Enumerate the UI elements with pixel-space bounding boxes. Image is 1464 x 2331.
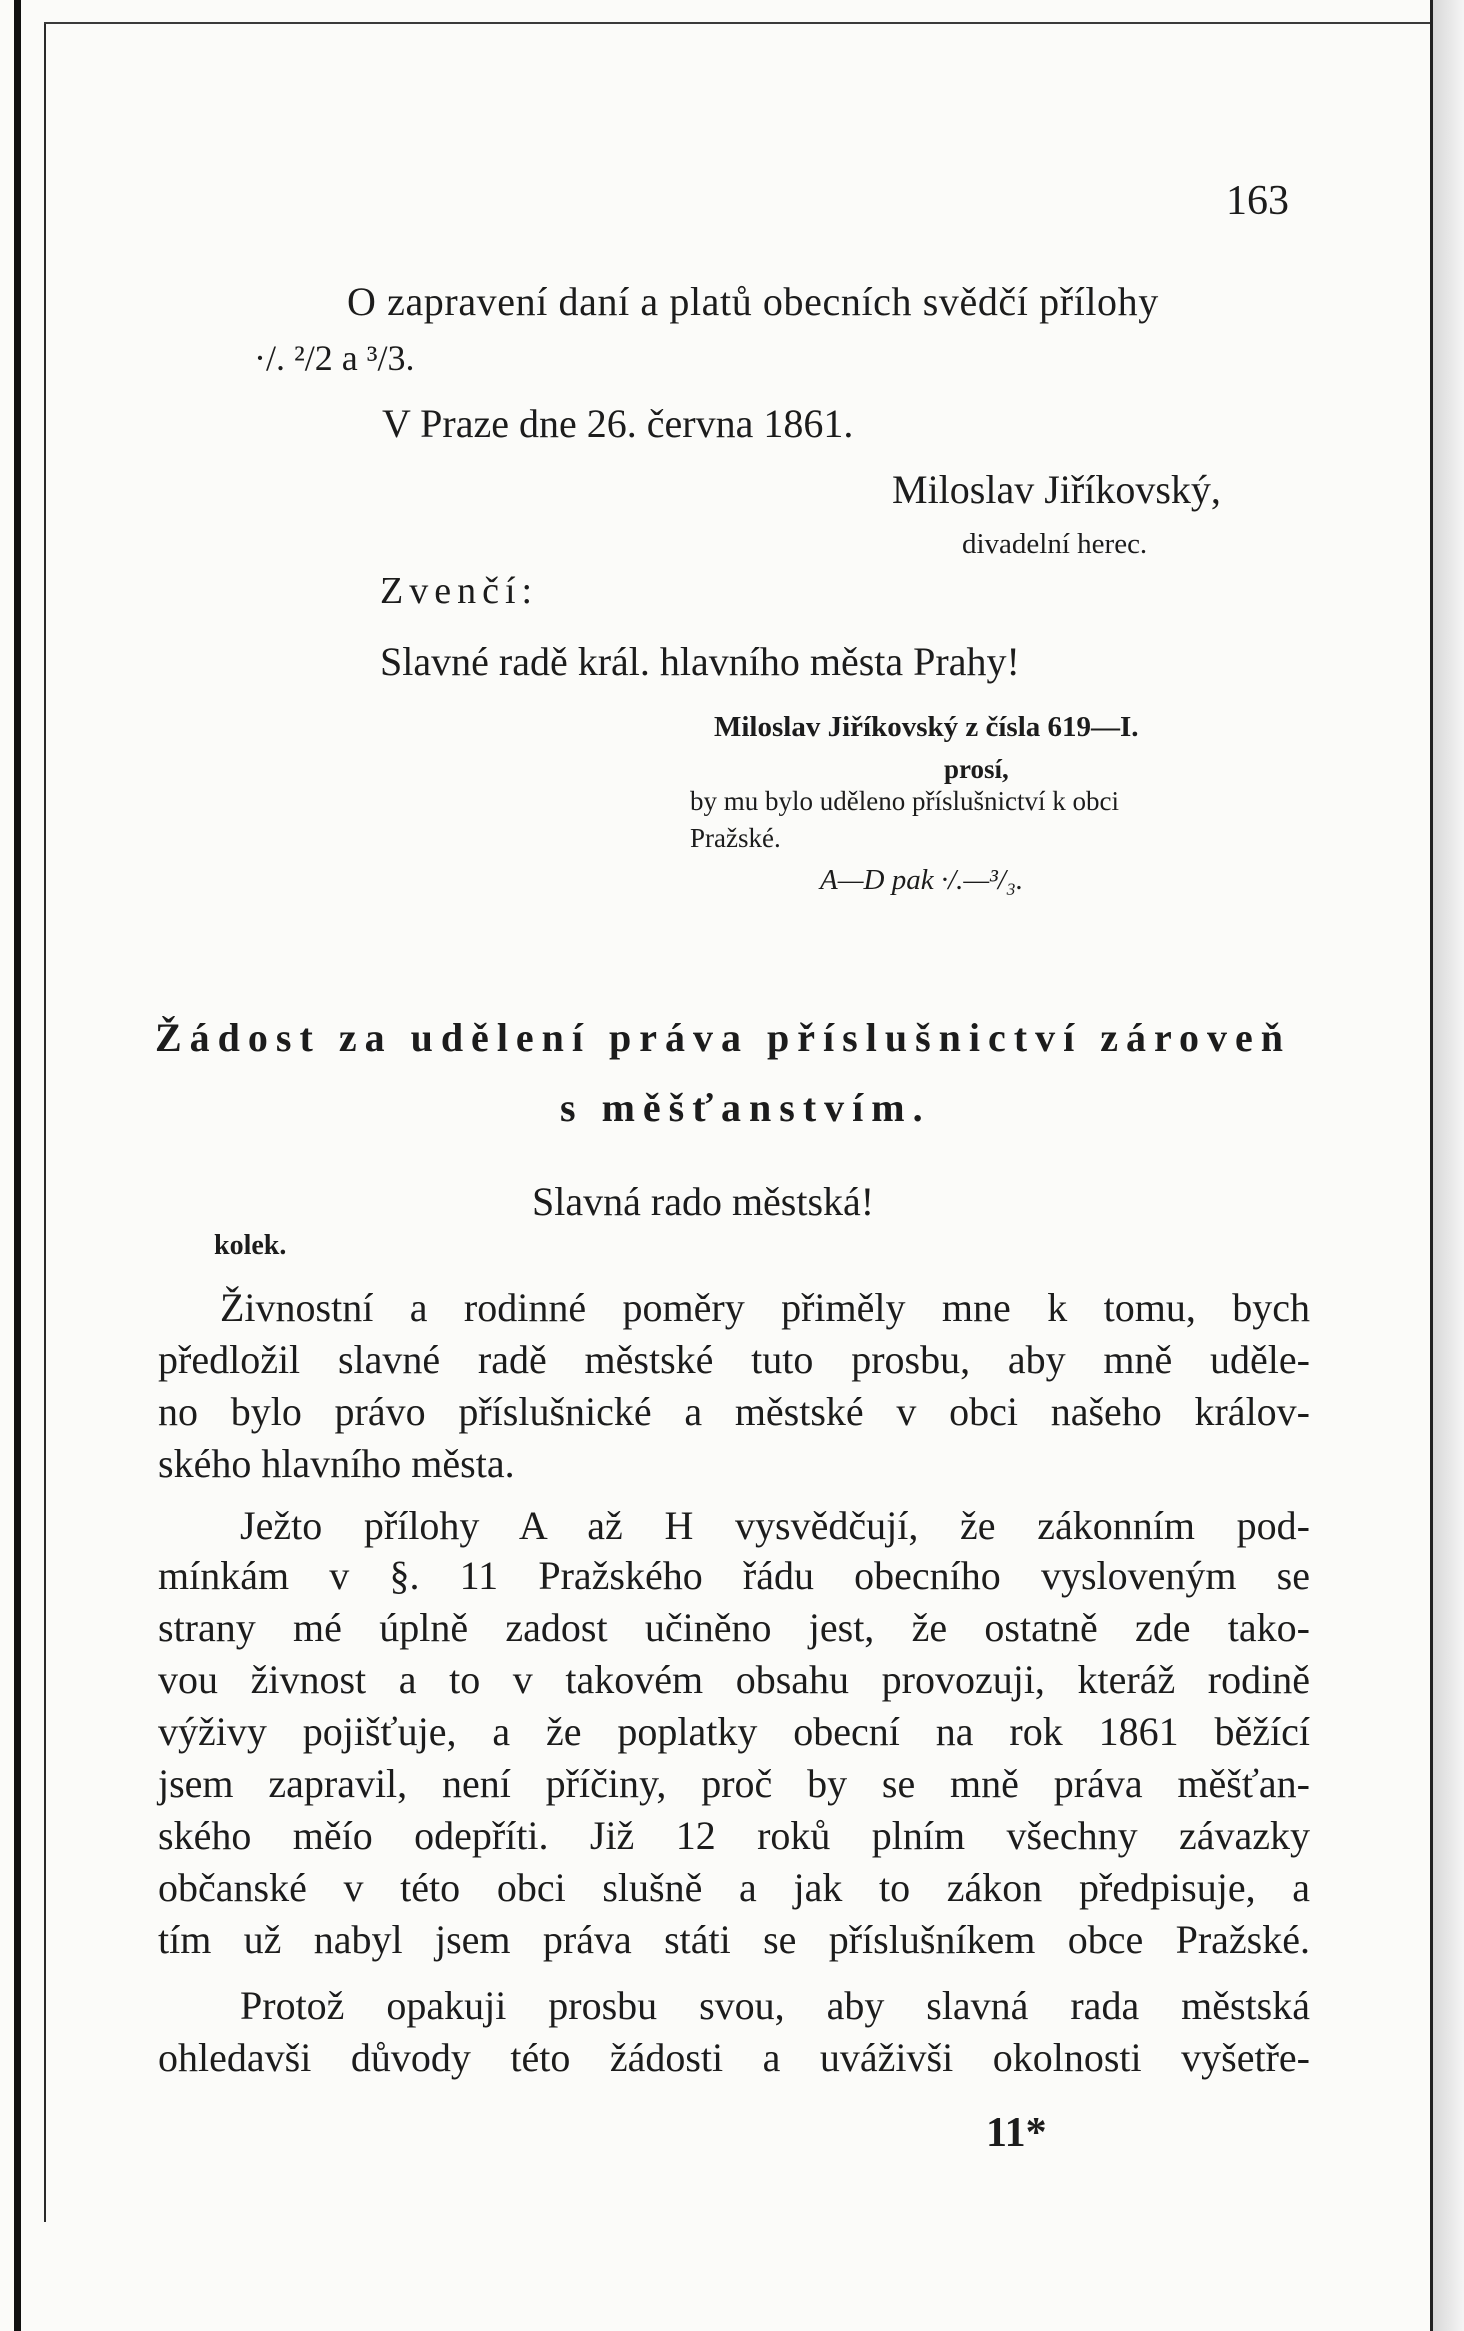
body-line (158, 1657, 1310, 1702)
stamp-note: kolek. (214, 1230, 287, 1261)
summary-line: by mu bylo uděleno příslušnictví k obci (690, 786, 1119, 816)
body-line (158, 1389, 1310, 1434)
body-line (240, 1983, 1310, 2028)
request-heading: s měšťanstvím. (560, 1085, 931, 1130)
body-line-text: předložil slavné radě městské tuto prosbu, aby mně uděle- (158, 1337, 1310, 1382)
request-heading: Žádost za udělení práva příslušnictví zároveň (155, 1015, 1291, 1060)
body-line (158, 1709, 1310, 1754)
section-label: Zvenčí: (380, 570, 539, 612)
body-line: ského hlavního města. (158, 1441, 515, 1486)
body-line-text: strany mé úplně zadost učiněno jest, že ostatně zde tako- (158, 1605, 1310, 1650)
body-line-text: Ježto přílohy A až H vysvědčují, že zákonním pod- (240, 1503, 1310, 1548)
page-number: 163 (1226, 178, 1289, 224)
address-line: Slavné radě král. hlavního města Prahy! (380, 639, 1020, 684)
body-line-text: ského měío odepříti. Již 12 roků plním všechny závazky (158, 1813, 1310, 1858)
body-line-text: tím už nabyl jsem práva státi se příslušníkem obce Pražské. (158, 1917, 1310, 1962)
body-line-text: ohledavši důvody této žádosti a uváživši okolnosti vyšetře- (158, 2035, 1310, 2080)
body-line (158, 2035, 1310, 2080)
body-line (158, 1761, 1310, 1806)
signature-name: Miloslav Jiříkovský, (892, 467, 1221, 512)
body-line-text: Protož opakuji prosbu svou, aby slavná rada městská (240, 1983, 1310, 2028)
body-line (158, 1605, 1310, 1650)
body-line (158, 1917, 1310, 1962)
signature-title: divadelní herec. (962, 528, 1148, 560)
body-line-text: vou živnost a to v takovém obsahu provozuji, kteráž rodině (158, 1657, 1310, 1702)
text-line: ·/. ²/2 a ³/3. (254, 338, 415, 378)
body-line-text: jsem zapravil, není příčiny, proč by se mně práva měšťan- (158, 1761, 1310, 1806)
body-line (158, 1865, 1310, 1910)
date-line: V Praze dne 26. června 1861. (382, 401, 854, 446)
body-line-text: občanské v této obci slušně a jak to zákon předpisuje, a (158, 1865, 1310, 1910)
text-line: O zapravení daní a platů obecních svědčí přílohy (347, 279, 1159, 324)
body-line-text: výživy pojišťuje, a že poplatky obecní na rok 1861 běžící (158, 1709, 1310, 1754)
body-line-text: mínkám v §. 11 Pražského řádu obecního vysloveným se (158, 1553, 1310, 1598)
body-line-text: Živnostní a rodinné poměry přiměly mne k tomu, bych (220, 1285, 1310, 1330)
signature-mark: 11* (986, 2110, 1047, 2156)
body-line (220, 1285, 1310, 1330)
scan-right-shadow (1433, 0, 1464, 2331)
body-line (158, 1337, 1310, 1382)
page-top-border (44, 22, 1430, 24)
body-line (240, 1503, 1310, 1548)
body-line (158, 1813, 1310, 1858)
summary-line: Miloslav Jiříkovský z čísla 619—I. (714, 711, 1139, 743)
scan-left-edge (14, 0, 21, 2331)
body-line-text: no bylo právo příslušnické a městské v obci našeho králov- (158, 1389, 1310, 1434)
attachment-ref: A—D pak ·/.—³/₃. (820, 864, 1024, 896)
body-line (158, 1553, 1310, 1598)
salutation: Slavná rado městská! (532, 1179, 875, 1224)
summary-line: Pražské. (690, 823, 781, 853)
page-left-border (44, 22, 46, 2222)
summary-line: prosí, (944, 754, 1009, 784)
